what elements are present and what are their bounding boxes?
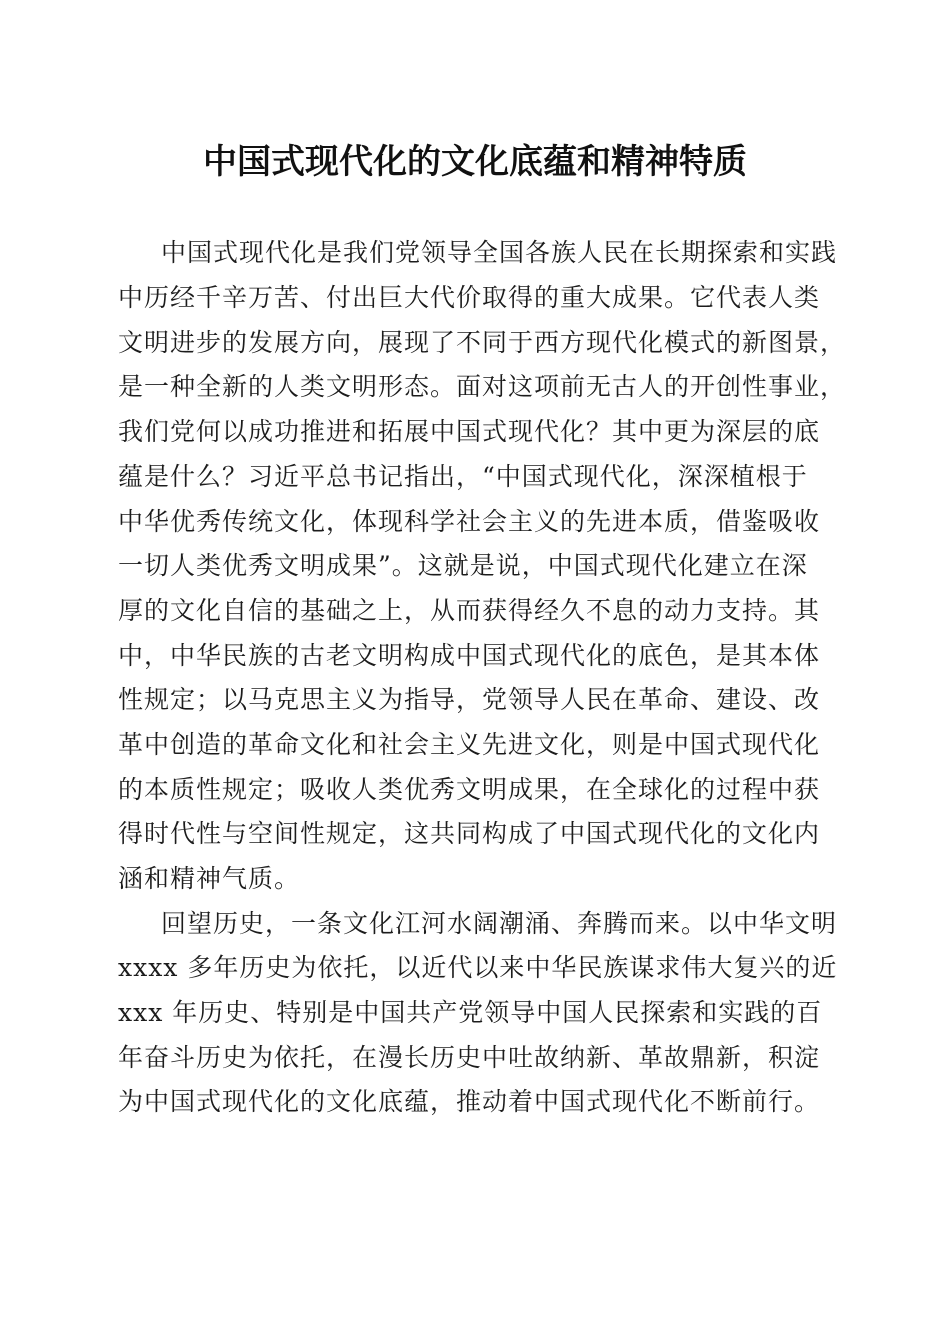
paragraph-line: xxx 年历史、特别是中国共产党领导中国人民探索和实践的百 <box>118 998 823 1027</box>
paragraph-line: 涵和精神气质。 <box>118 864 301 893</box>
paragraph-line: 厚的文化自信的基础之上，从而获得经久不息的动力支持。其 <box>118 596 821 625</box>
paragraph-line: 的本质性规定；吸收人类优秀文明成果，在全球化的过程中获 <box>118 775 821 804</box>
paragraph-line: 为中国式现代化的文化底蕴，推动着中国式现代化不断前行。 <box>118 1087 821 1116</box>
paragraph-line: 中历经千辛万苦、付出巨大代价取得的重大成果。它代表人类 <box>118 283 821 312</box>
paragraph-line: 年奋斗历史为依托，在漫长历史中吐故纳新、革故鼎新，积淀 <box>118 1043 821 1072</box>
paragraph-line: 中，中华民族的古老文明构成中国式现代化的底色，是其本体 <box>118 641 821 670</box>
paragraph-line: 性规定；以马克思主义为指导，党领导人民在革命、建设、改 <box>118 685 821 714</box>
paragraph-line: 是一种全新的人类文明形态。面对这项前无古人的开创性事业， <box>118 372 847 401</box>
paragraph-line: 蕴是什么？习近平总书记指出，“中国式现代化，深深植根于 <box>118 462 808 491</box>
paragraph-line: 中华优秀传统文化，体现科学社会主义的先进本质，借鉴吸收 <box>118 507 821 536</box>
paragraph-line: 革中创造的革命文化和社会主义先进文化，则是中国式现代化 <box>118 730 821 759</box>
paragraph-line: 中国式现代化是我们党领导全国各族人民在长期探索和实践 <box>161 238 838 267</box>
paragraph-line: 一切人类优秀文明成果”。这就是说，中国式现代化建立在深 <box>118 551 808 580</box>
paragraph-line: xxxx 多年历史为依托，以近代以来中华民族谋求伟大复兴的近 <box>118 953 838 982</box>
paragraph-line: 我们党何以成功推进和拓展中国式现代化？其中更为深层的底 <box>118 417 821 446</box>
paragraph-line: 得时代性与空间性规定，这共同构成了中国式现代化的文化内 <box>118 819 821 848</box>
paragraph-line: 文明进步的发展方向，展现了不同于西方现代化模式的新图景， <box>118 328 847 357</box>
paragraph-line: 回望历史，一条文化江河水阔潮涌、奔腾而来。以中华文明 <box>161 909 838 938</box>
document-title: 中国式现代化的文化底蕴和精神特质 <box>203 142 747 182</box>
